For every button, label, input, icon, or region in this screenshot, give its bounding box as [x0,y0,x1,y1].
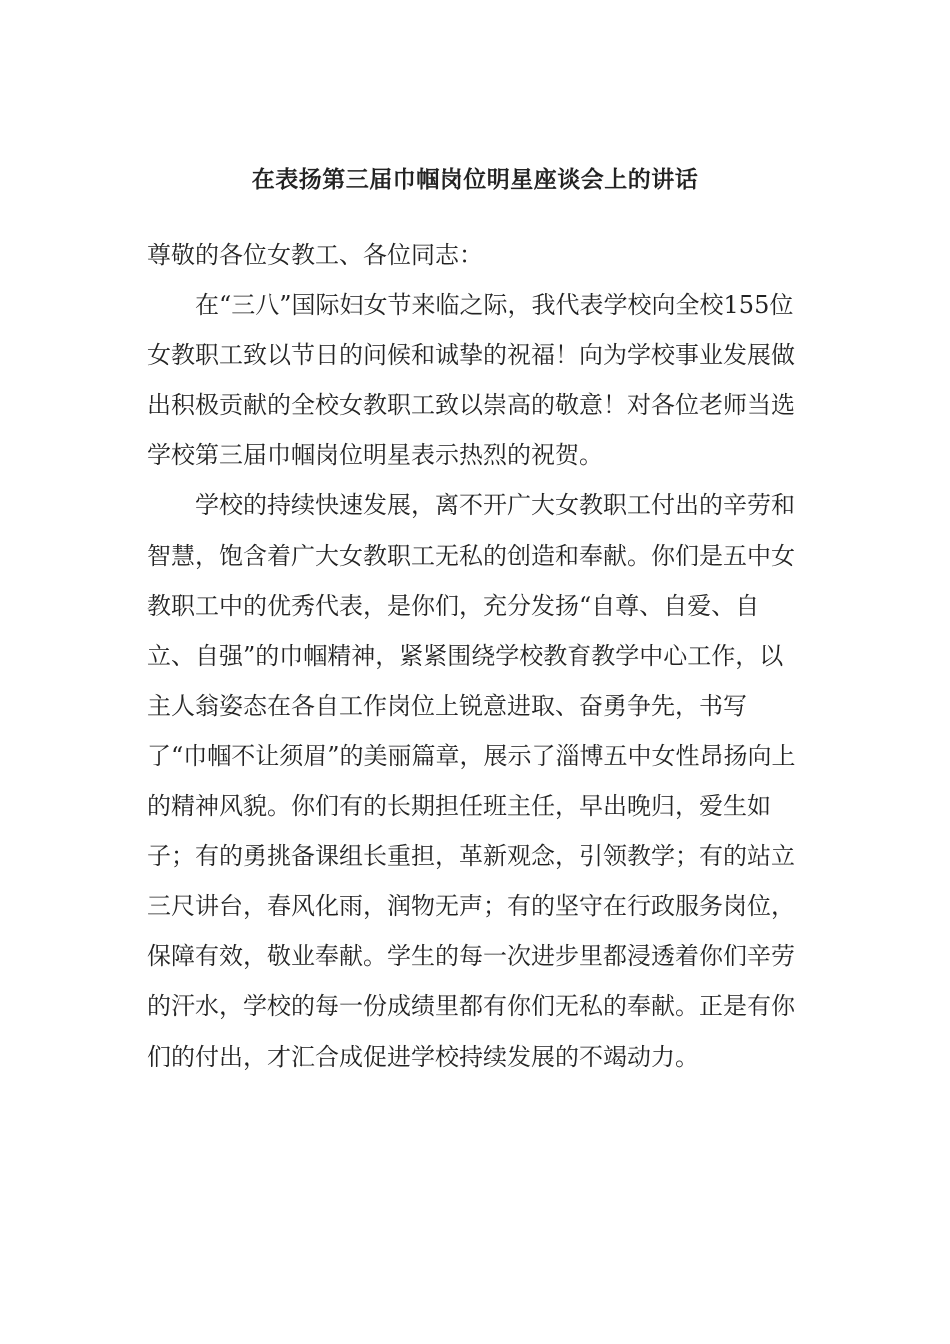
paragraph-2: 学校的持续快速发展，离不开广大女教职工付出的辛劳和智慧，饱含着广大女教职工无私的创造和奉献。你们是五中女教职工中的优秀代表，是你们，充分发扬“自尊、自爱、自立、自强”的巾帼精神，紧紧围绕学校教育教学中心工作，以主人翁姿态在各自工作岗位上锐意进取、奋勇争先，书写了“巾帼不让须眉”的美丽篇章，展示了淄博五中女性昂扬向上的精神风貌。你们有的长期担任班主任，早出晚归，爱生如子；有的勇挑备课组长重担，革新观念，引领教学；有的站立三尺讲台，春风化雨，润物无声；有的坚守在行政服务岗位，保障有效，敬业奉献。学生的每一次进步里都浸透着你们辛劳的汗水，学校的每一份成绩里都有你们无私的奉献。正是有你们的付出，才汇合成促进学校持续发展的不竭动力。 [147,491,796,1071]
document-title: 在表扬第三届巾帼岗位明星座谈会上的讲话 [251,166,699,193]
document-body [147,230,807,1082]
salutation: 尊敬的各位女教工、各位同志： [147,241,483,269]
paragraph-1: 在“三八”国际妇女节来临之际，我代表学校向全校155位女教职工致以节日的问候和诚挚的祝福！向为学校事业发展做出积极贡献的全校女教职工致以崇高的敬意！对各位老师当选学校第三届巾帼岗位明星表示热烈的祝贺。 [147,291,795,470]
